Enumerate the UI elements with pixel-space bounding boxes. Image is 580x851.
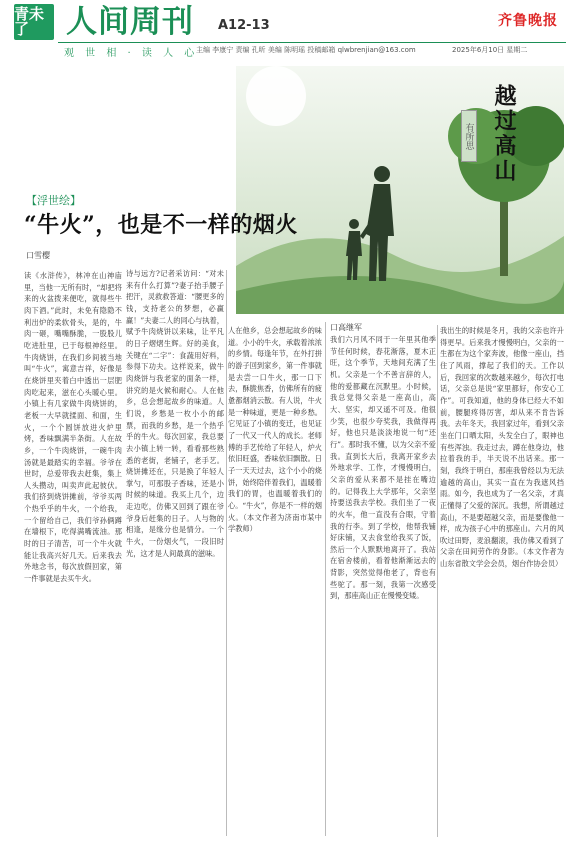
essay1-column-2: 诗与远方?记者采访问：“对未来有什么打算”?妻子抬手腰子把汗，灵救救答道：“腰更多的钱，支持老公的梦想，必赢赢！”夫妻二人的同心与执着，赋予牛肉烧饼以来味，让平凡的日子熠熠生辉。好的美食，关键在“二字”：食蔬用好料，参得下功夫。这样说来，做牛肉烧饼与我老家的面条一样，讲究的是火候和耐心。人在他乡，总会想起故乡的味道。人们说，乡愁是一枚小小的邮票，而我的乡愁，是一个热乎乎的牛火。每次回家，我总要去小镇上转一转，看看那些熟悉的老街，老铺子，老手艺。烧饼摊还在，只是换了年轻人掌勺，可那股子香味，还是小时候的味道。我买上几个，边走边吃，仿佛又回到了跟在爷爷身后赶集的日子。人与物的相逢，是缘分也是情分。一个牛火，一份烟火气，一段旧时光，这才是人间最真的滋味。 [126,269,224,558]
essay1-title: “牛火”，也是不一样的烟火 [24,212,298,238]
slogan: 观 世 相 · 读 人 心 [64,48,199,59]
essay1-column-1: 读《水浒传》，林冲在山神庙里，当他一无所有时，“却把将来的火盆拨来便吃，就得些牛肉下酒。”此时，未免有隐隐不利出炉的柔软骨头，是的，牛肉一砸，嘴嘴酥脆，一股股儿吃进肚里，已于每根神经里。牛肉烧饼，在我们乡间被当地叫“牛火”，寓意吉祥，好像是在烧饼里夹着白中透出一层肥肉吃起来，滋在心头暖心里。小镇上有几家做牛肉烧饼的，老板一大早就揉面、和面，生火，一个个圆饼放进火炉里烤，香味飘满半条街。人在故乡，一个牛肉烧饼，一碗牛肉汤就是最踏实的幸福。爷爷在世时，总爱带我去赶集，集上人头攒动，叫卖声此起彼伏。我们挤到烧饼摊前，爷爷买两个热乎乎的牛火，一个给我，一个留给自己，我们爷孙俩蹲在墙根下，吃得满嘴流油。那时的日子清苦，可一个牛火就能让我高兴好几天。后来我去外地念书，每次放假回家，第一件事就是去买牛火。 [24,271,122,584]
essay1-tag: 【浮世绘】 [26,194,81,207]
column-divider [437,325,438,837]
essay1-column-3: 人在他乡，总会想起故乡的味道。小小的牛火，承载着浓浓的乡情。每逢年节，在外打拼的游子回到家乡，第一件事就是去尝一口牛火，那一口下去，酥脆焦香，仿佛所有的疲惫都烟消云散。有人说，牛火是一种味道，更是一种乡愁。它见证了小镇的变迁，也见证了一代又一代人的成长。老师傅的手艺传给了年轻人，炉火依旧旺盛，香味依旧飘散。日子一天天过去，这个小小的烧饼，始终陪伴着我们，温暖着我们的胃，也温暖着我们的心。“牛火”，你是不一样的烟火。（本文作者为济南市某中学教师） [228,326,322,534]
date-line: 2025年6月10日 星期二 [452,46,528,54]
essay1-author: 口雪樱 [26,251,50,260]
essay2-column-2: 我出生的时候是冬月，我的父亲也许升得更早。后来我才慢慢明白，父亲的一生都在为这个家奔波，他像一座山，挡住了风雨，撑起了我们的天。工作以后，我回家的次数越来越少，每次打电话，父亲总是说“家里都好，你安心工作”。可我知道，他的身体已经大不如前，腰腿疼得厉害，却从来不肯告诉我。去年冬天，我回家过年，看到父亲坐在门口晒太阳，头发全白了，眼神也有些浑浊。我走过去，蹲在他身边，他拉着我的手，半天说不出话来。那一刻，我终于明白，那座我曾经以为无法逾越的高山，其实一直在为我遮风挡雨。如今，我也成为了一名父亲，才真正懂得了父爱的深沉。我想，所谓越过高山，不是要超越父亲，而是要像他一样，成为孩子心中的那座山。六月的风吹过田野，麦浪翻滚，我仿佛又看到了父亲在田间劳作的身影。（本文作者为山东省散文学会会员，烟台作协会员） [440,326,564,569]
essay2-column-1: 我们六月风不同于一年里其他季节任何时候，春花渐落，夏木正旺，这个季节，天地间充满了生机。父亲是一个不善言辞的人，他的爱都藏在沉默里。小时候，我总觉得父亲是一座高山，高大、坚实，却又遥不可及。他很少笑，也很少夸奖我，我做得再好，他也只是淡淡地说一句“还行”。那时我不懂，以为父亲不爱我。直到长大后，我离开家乡去外地求学、工作，才慢慢明白，父亲的爱从来都不是挂在嘴边的。记得我上大学那年，父亲坚持要送我去学校。我们坐了一夜的火车，他一直没有合眼，守着我的行李。到了学校，他帮我铺好床铺，又去食堂给我买了饭，然后一个人默默地离开了。我站在宿舍楼前，看着他渐渐远去的背影，突然觉得他老了，背也有些驼了。那一刻，我第一次感受到，那座高山正在慢慢变矮。 [330,335,436,601]
credits-line: 主编 李康宁 责编 孔昕 美编 陈明瑶 投稿邮箱 qlwbrenjian@163.com [196,46,416,54]
column-divider [325,322,326,836]
paper-logo: 齐鲁晚报 [498,13,558,29]
section-title: 人间周刊 [66,4,194,40]
essay2-author: 口高继军 [330,323,362,332]
masthead [0,0,580,66]
column-divider [226,270,227,836]
essay2-title: 越过高山 [491,84,517,184]
brand-badge: 青未了 [14,4,54,40]
page-code: A12-13 [218,18,270,33]
column-tag: 有所思 [461,110,477,162]
